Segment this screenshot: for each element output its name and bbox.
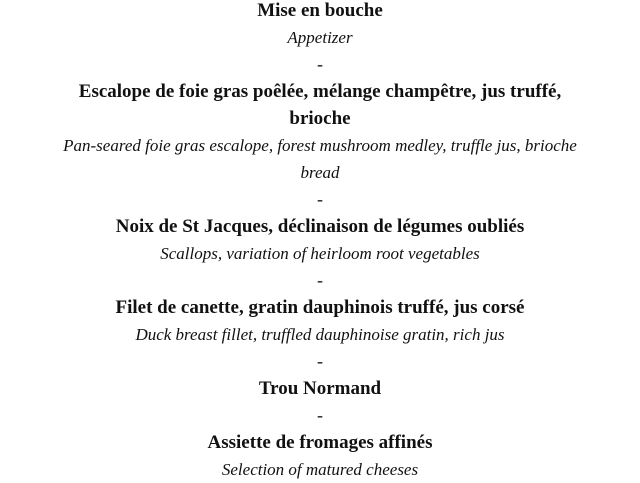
- course-description-english: Appetizer: [287, 28, 353, 47]
- course-separator: -: [317, 405, 323, 425]
- course-description-english: Scallops, variation of heirloom root vegetables: [160, 244, 480, 263]
- course-title-french: Assiette de fromages affinés: [207, 432, 433, 453]
- course-title-french: Noix de St Jacques, déclinaison de légumes oubliés: [115, 216, 525, 237]
- course-title-french: Filet de canette, gratin dauphinois truffé, jus corsé: [115, 297, 525, 318]
- course-description-english: Pan-seared foie gras escalope, forest mushroom medley, truffle jus, brioche bread: [63, 136, 577, 182]
- course-separator: -: [317, 54, 323, 74]
- course-title-french: Trou Normand: [258, 378, 382, 399]
- course-separator: -: [317, 351, 323, 371]
- course-title-french: Mise en bouche: [257, 0, 383, 21]
- course-description-english: Selection of matured cheeses: [221, 460, 419, 479]
- course-separator: -: [317, 189, 323, 209]
- course-title-french: Escalope de foie gras poêlée, mélange champêtre, jus truffé, brioche: [78, 81, 562, 129]
- course-description-english: Duck breast fillet, truffled dauphinoise gratin, rich jus: [135, 325, 505, 344]
- course-separator: -: [317, 270, 323, 290]
